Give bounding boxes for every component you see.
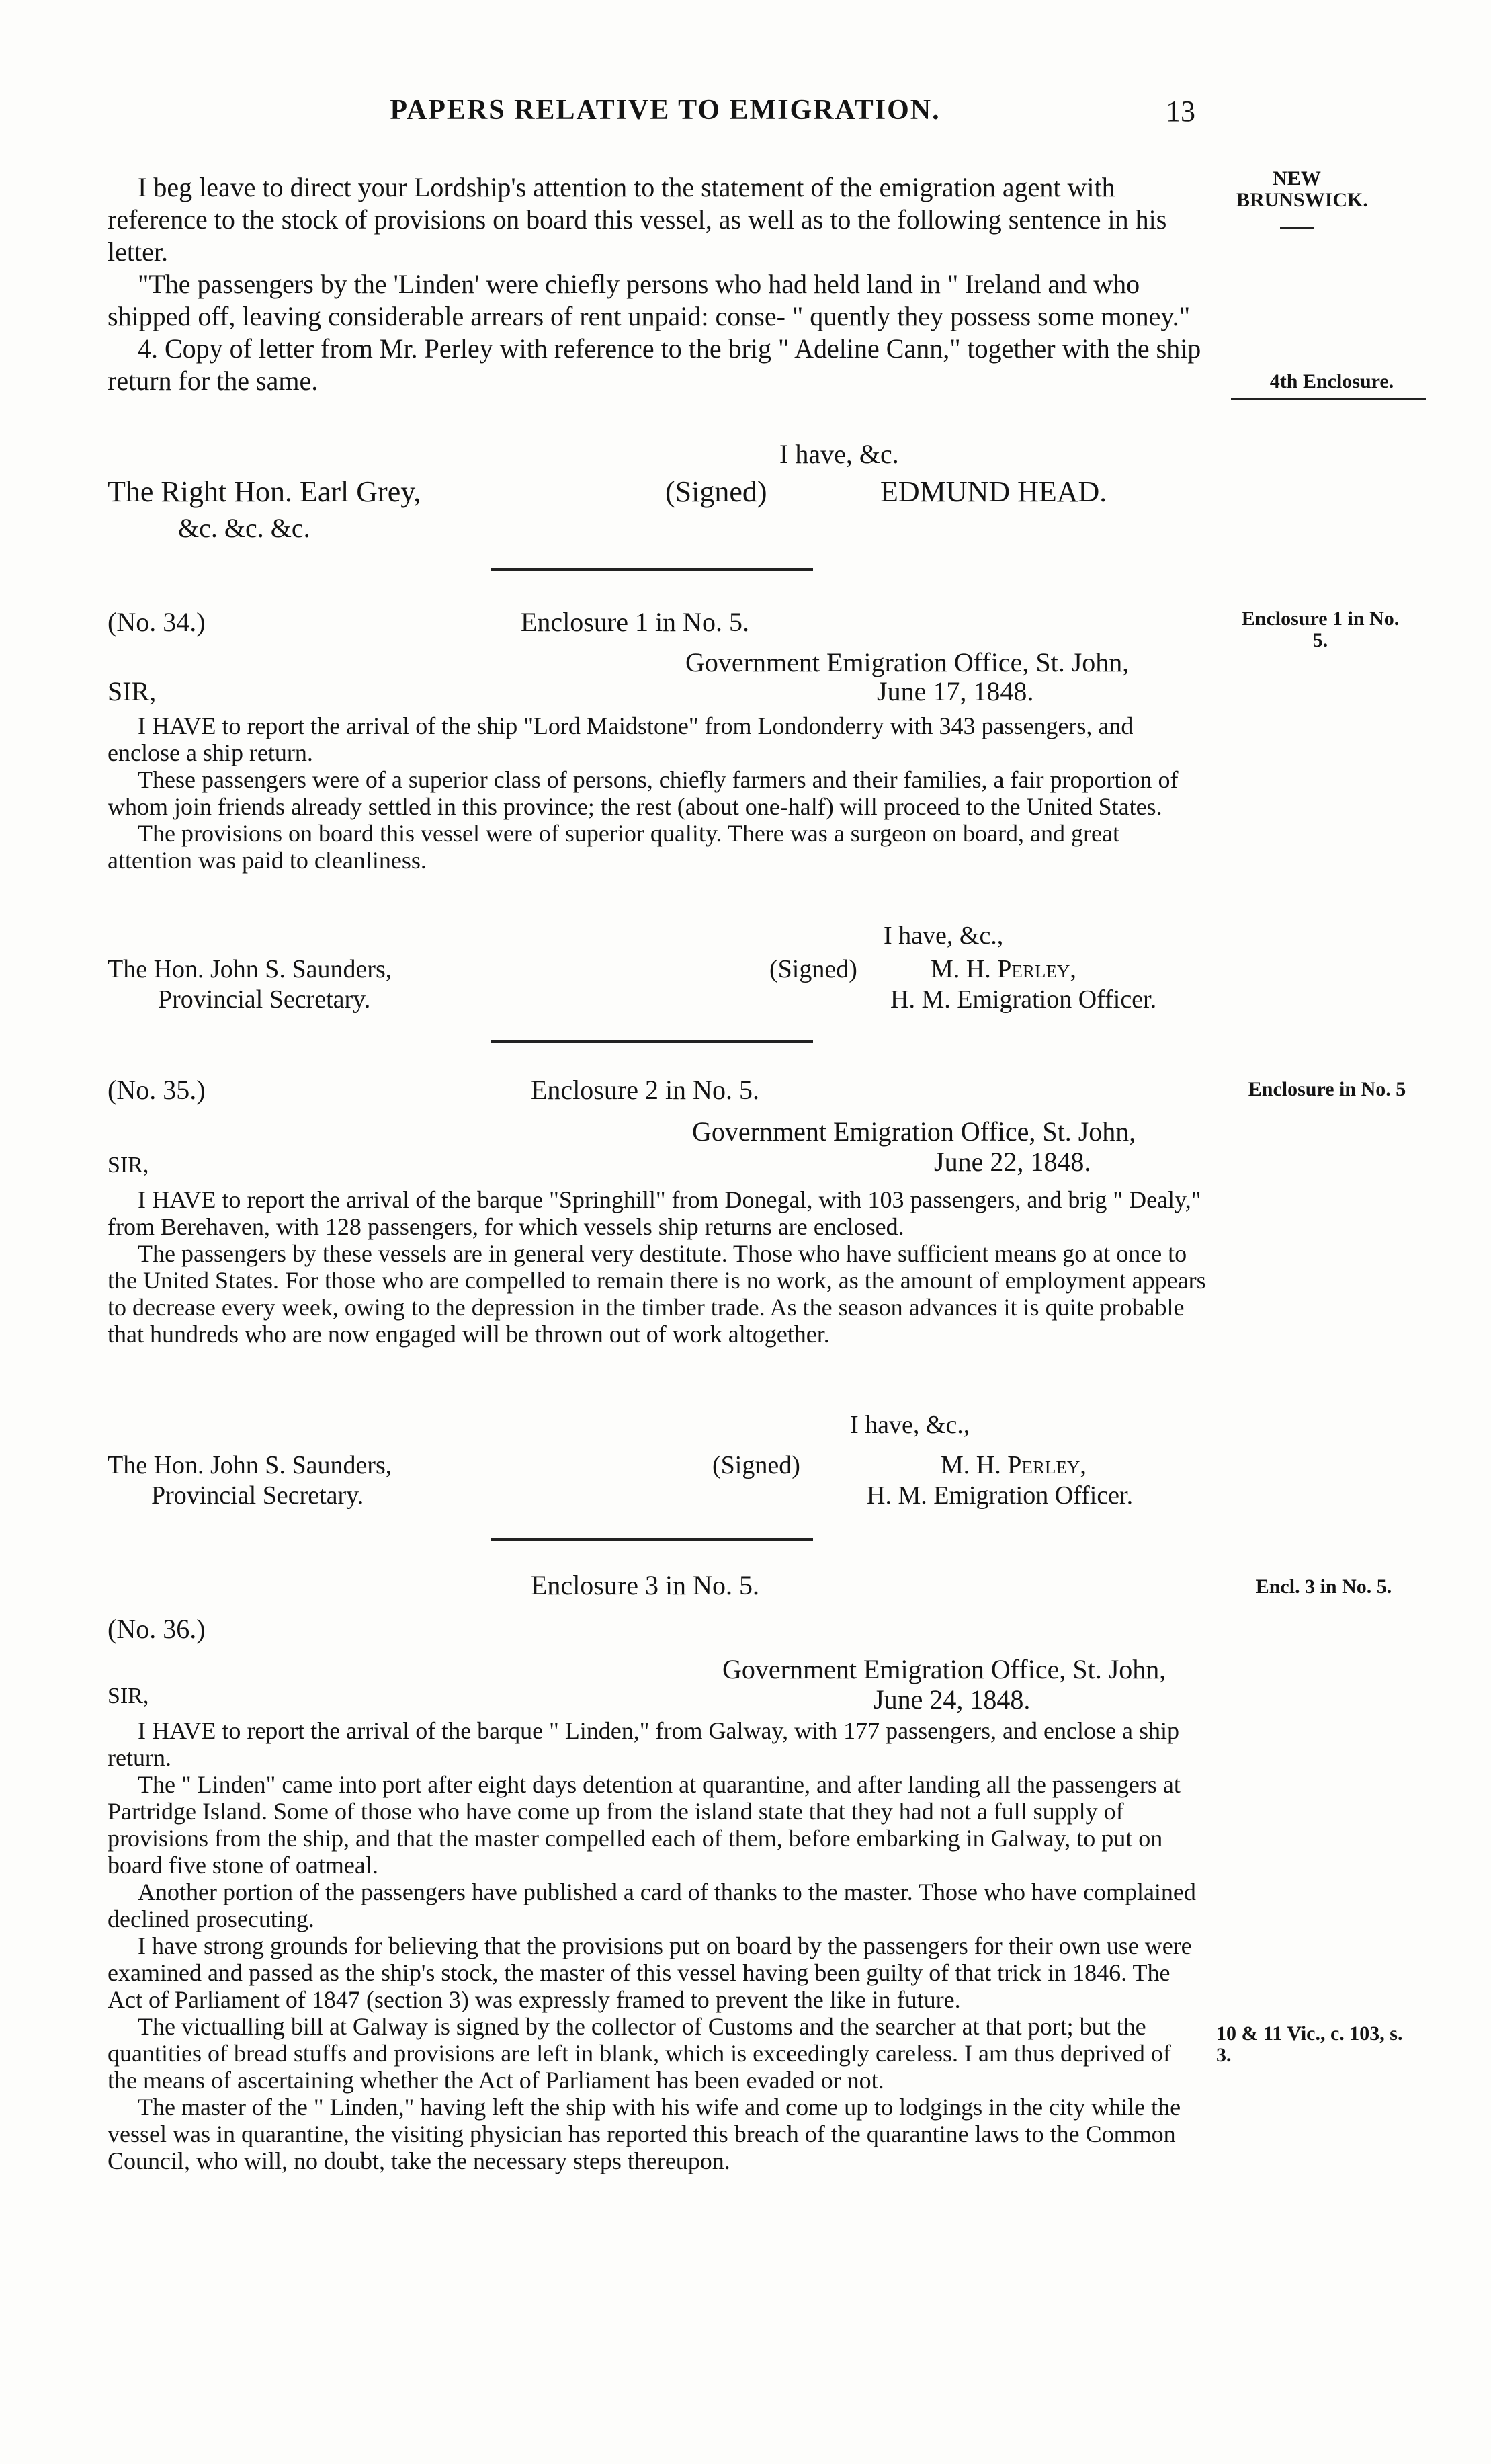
section-divider	[491, 1538, 813, 1541]
letter1-office: Government Emigration Office, St. John,	[685, 647, 1130, 677]
intro-paragraph: I beg leave to direct your Lordship's attention to the statement of the emigration agent with reference to the stock of provisions on board this vessel, as well as to the following sentence in his letter.	[108, 172, 1167, 267]
letter3-enclosure-title: Enclosure 3 in No. 5.	[531, 1570, 759, 1600]
letter3-number: (No. 36.)	[108, 1614, 206, 1644]
page-number: 13	[1166, 95, 1195, 128]
letter2-date: June 22, 1848.	[934, 1147, 1091, 1177]
letter2-office: Government Emigration Office, St. John,	[692, 1116, 1136, 1147]
letter1-addressee: The Hon. John S. Saunders,	[108, 955, 392, 983]
letter1-closing: I have, &c.,	[884, 921, 1004, 950]
letter1-signed: (Signed)	[769, 955, 857, 983]
letter1-paragraph: I HAVE to report the arrival of the ship "Lord Maidstone" from Londonderry with 343 passengers, and enclose a ship return.	[108, 712, 1134, 766]
letter1-signer-title: H. M. Emigration Officer.	[890, 985, 1157, 1014]
letter2-number: (No. 35.)	[108, 1075, 206, 1105]
letter1-salutation: SIR,	[108, 676, 157, 706]
letter2-addressee: The Hon. John S. Saunders,	[108, 1451, 392, 1479]
intro-signer: EDMUND HEAD.	[880, 475, 1107, 508]
letter2-closing: I have, &c.,	[850, 1411, 970, 1439]
letter3-paragraph: The victualling bill at Galway is signed by the collector of Customs and the searcher at that port; but the quantities of bread stuffs and provisions are left in blank, which is exceedingly careless. I am thus deprived of the means of ascertaining whether the Act of Parliament has been evaded or not.	[108, 2013, 1171, 2094]
letter1-signer: M. H. Perley,	[931, 955, 1076, 983]
letter2-enclosure-title: Enclosure 2 in No. 5.	[531, 1075, 759, 1105]
letter3-salutation: SIR,	[108, 1684, 149, 1709]
letter1-paragraph: The provisions on board this vessel were of superior quality. There was a surgeon on board, and great attention was paid to cleanliness.	[108, 820, 1119, 874]
margin-note-enclosure-1: Enclosure 1 in No. 5.	[1241, 608, 1400, 651]
divider	[1231, 398, 1426, 400]
section-divider	[491, 1040, 813, 1043]
intro-addressee-etc: &c. &c. &c.	[178, 513, 310, 543]
letter2-signer-title: H. M. Emigration Officer.	[867, 1481, 1134, 1510]
letter3-paragraph: The master of the " Linden," having left the ship with his wife and come up to lodgings in the city while the vessel was in quarantine, the visiting physician has reported this breach of the quarantine laws to the Common Council, who will, no doubt, take the necessary steps thereupon.	[108, 2094, 1181, 2174]
running-header: PAPERS RELATIVE TO EMIGRATION.	[390, 95, 941, 126]
letter3-date: June 24, 1848.	[874, 1684, 1031, 1715]
margin-note-new-brunswick: NEW BRUNSWICK.	[1236, 167, 1368, 211]
margin-note-act-reference: 10 & 11 Vic., c. 103, s. 3.	[1216, 2022, 1403, 2066]
letter2-paragraph: The passengers by these vessels are in general very destitute. Those who have sufficient means go at once to the United States. For those who are compelled to remain there is no work, as the amount of employment appears to decrease every week, owing to the depression in the timber trade. As the season advances it is quite probable that hundreds who are now engaged will be thrown out of work altogether.	[108, 1240, 1206, 1348]
letter3-office: Government Emigration Office, St. John,	[722, 1654, 1166, 1684]
margin-note-4th-enclosure: 4th Enclosure.	[1269, 370, 1394, 393]
letter3-paragraph: The " Linden" came into port after eight days detention at quarantine, and after landing all the passengers at Partridge Island. Some of those who have come up from the island state that they had not a full supply of provisions from the ship, and that the master compelled each of them, before embarking in Galway, to put on board five stone of oatmeal.	[108, 1771, 1181, 1879]
letter2-addressee-title: Provincial Secretary.	[151, 1481, 364, 1510]
margin-note-enclosure-2: Enclosure in No. 5	[1248, 1078, 1406, 1100]
intro-addressee: The Right Hon. Earl Grey,	[108, 475, 421, 508]
letter1-date: June 17, 1848.	[877, 676, 1034, 706]
letter3-paragraph: I HAVE to report the arrival of the barque " Linden," from Galway, with 177 passengers, and enclose a ship return.	[108, 1717, 1179, 1771]
letter2-signer: M. H. Perley,	[941, 1451, 1087, 1479]
letter2-signed: (Signed)	[712, 1451, 800, 1479]
letter2-paragraph: I HAVE to report the arrival of the barque "Springhill" from Donegal, with 103 passengers, and brig " Dealy," from Berehaven, with 128 passengers, for which vessels ship returns are enclosed.	[108, 1186, 1201, 1240]
intro-quote: "The passengers by the 'Linden' were chiefly persons who had held land in " Ireland and who shipped off, leaving considerable arrears of rent unpaid: conse- " quently they possess some money."	[108, 269, 1191, 331]
letter1-paragraph: These passengers were of a superior class of persons, chiefly farmers and their families, a fair proportion of whom join friends already settled in this province; the rest (about one-half) will proceed to the United States.	[108, 766, 1179, 820]
intro-signed: (Signed)	[665, 475, 767, 508]
divider	[1280, 227, 1314, 229]
letter3-paragraph: Another portion of the passengers have published a card of thanks to the master. Those who have complained declined prosecuting.	[108, 1879, 1196, 1932]
section-divider	[491, 568, 813, 571]
letter1-addressee-title: Provincial Secretary.	[158, 985, 371, 1014]
letter2-salutation: SIR,	[108, 1153, 149, 1178]
letter3-paragraph: I have strong grounds for believing that the provisions put on board by the passengers for their own use were examined and passed as the ship's stock, the master of this vessel having been guilty of that trick in 1846. The Act of Parliament of 1847 (section 3) was expressly framed to prevent the like in future.	[108, 1932, 1192, 2013]
intro-closing: I have, &c.	[779, 439, 899, 469]
letter1-enclosure-title: Enclosure 1 in No. 5.	[521, 607, 749, 637]
letter1-number: (No. 34.)	[108, 607, 206, 637]
margin-note-enclosure-3: Encl. 3 in No. 5.	[1255, 1575, 1392, 1598]
intro-item-4: 4. Copy of letter from Mr. Perley with reference to the brig " Adeline Cann," together with the ship return for the same.	[108, 333, 1201, 396]
